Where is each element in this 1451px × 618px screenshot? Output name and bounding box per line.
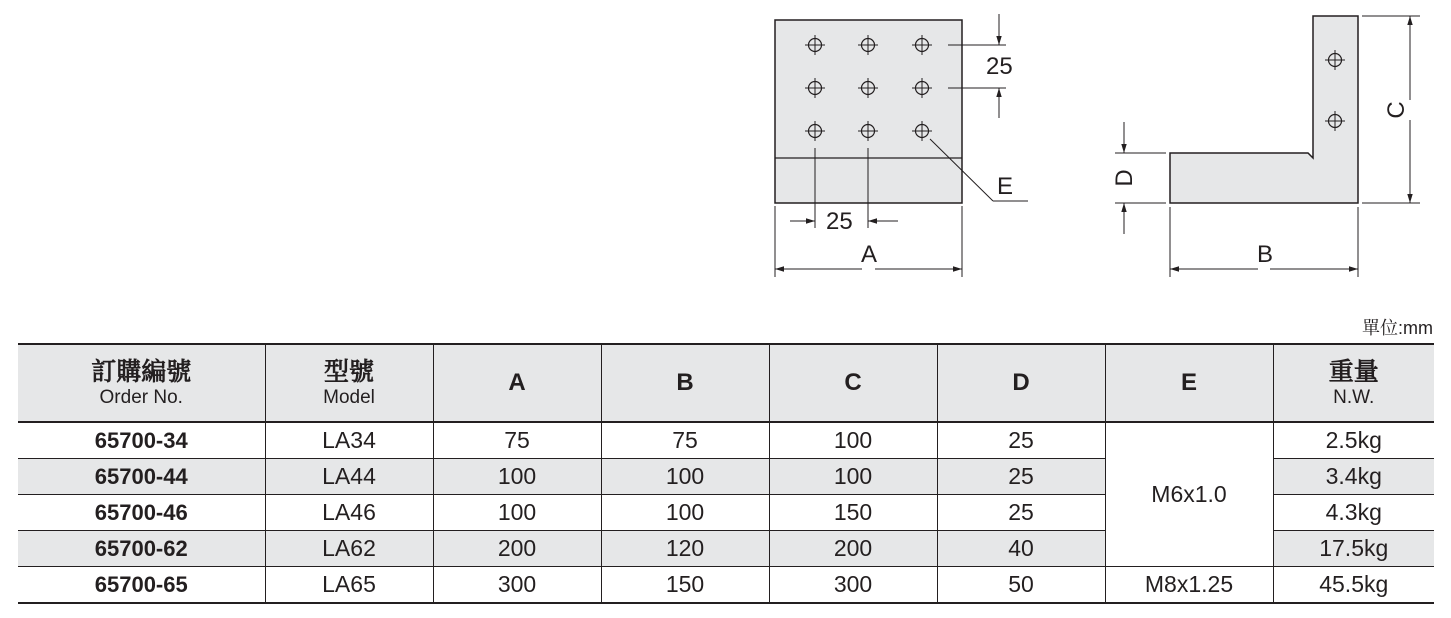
weight-cell: 2.5kg (1273, 422, 1434, 459)
c-cell: 300 (769, 567, 937, 604)
header-e: E (1105, 344, 1273, 422)
angle-profile (1170, 16, 1358, 203)
a-cell: 300 (433, 567, 601, 604)
d-cell: 25 (937, 495, 1105, 531)
order-no-cell: 65700-34 (18, 422, 265, 459)
d-cell: 40 (937, 531, 1105, 567)
header-weight: 重量 N.W. (1273, 344, 1434, 422)
dimension-b-label: B (1257, 241, 1274, 268)
b-cell: 120 (601, 531, 769, 567)
e-cell: M8x1.25 (1105, 567, 1273, 604)
horizontal-pitch-label: 25 (826, 208, 853, 235)
a-cell: 100 (433, 495, 601, 531)
weight-cell: 3.4kg (1273, 459, 1434, 495)
header-order-no: 訂購編號 Order No. (18, 344, 265, 422)
header-c: C (769, 344, 937, 422)
front-view (775, 14, 1028, 277)
a-cell: 100 (433, 459, 601, 495)
dimension-c-label: C (1383, 101, 1410, 119)
unit-label: 單位:mm (1362, 318, 1433, 338)
dimension-d-label: D (1111, 169, 1138, 187)
a-cell: 75 (433, 422, 601, 459)
c-cell: 100 (769, 459, 937, 495)
c-cell: 100 (769, 422, 937, 459)
d-cell: 25 (937, 459, 1105, 495)
vertical-pitch-label: 25 (986, 53, 1013, 80)
model-cell: LA34 (265, 422, 433, 459)
header-d: D (937, 344, 1105, 422)
a-cell: 200 (433, 531, 601, 567)
header-model: 型號 Model (265, 344, 433, 422)
d-cell: 50 (937, 567, 1105, 604)
header-a: A (433, 344, 601, 422)
order-no-cell: 65700-44 (18, 459, 265, 495)
model-cell: LA65 (265, 567, 433, 604)
c-cell: 200 (769, 531, 937, 567)
b-cell: 100 (601, 459, 769, 495)
weight-cell: 4.3kg (1273, 495, 1434, 531)
weight-cell: 17.5kg (1273, 531, 1434, 567)
side-view (1111, 16, 1420, 277)
dimension-a-label: A (861, 241, 878, 268)
order-no-cell: 65700-46 (18, 495, 265, 531)
model-cell: LA44 (265, 459, 433, 495)
hole-label: E (997, 173, 1014, 200)
table-header-row (18, 344, 1434, 422)
order-no-cell: 65700-65 (18, 567, 265, 604)
table-row (18, 422, 1434, 459)
b-cell: 75 (601, 422, 769, 459)
b-cell: 100 (601, 495, 769, 531)
c-cell: 150 (769, 495, 937, 531)
spec-table (18, 343, 1434, 604)
e-cell: M6x1.0 (1105, 422, 1273, 567)
weight-cell: 45.5kg (1273, 567, 1434, 604)
b-cell: 150 (601, 567, 769, 604)
order-no-cell: 65700-62 (18, 531, 265, 567)
table-row (18, 567, 1434, 604)
header-b: B (601, 344, 769, 422)
model-cell: LA46 (265, 495, 433, 531)
model-cell: LA62 (265, 531, 433, 567)
d-cell: 25 (937, 422, 1105, 459)
